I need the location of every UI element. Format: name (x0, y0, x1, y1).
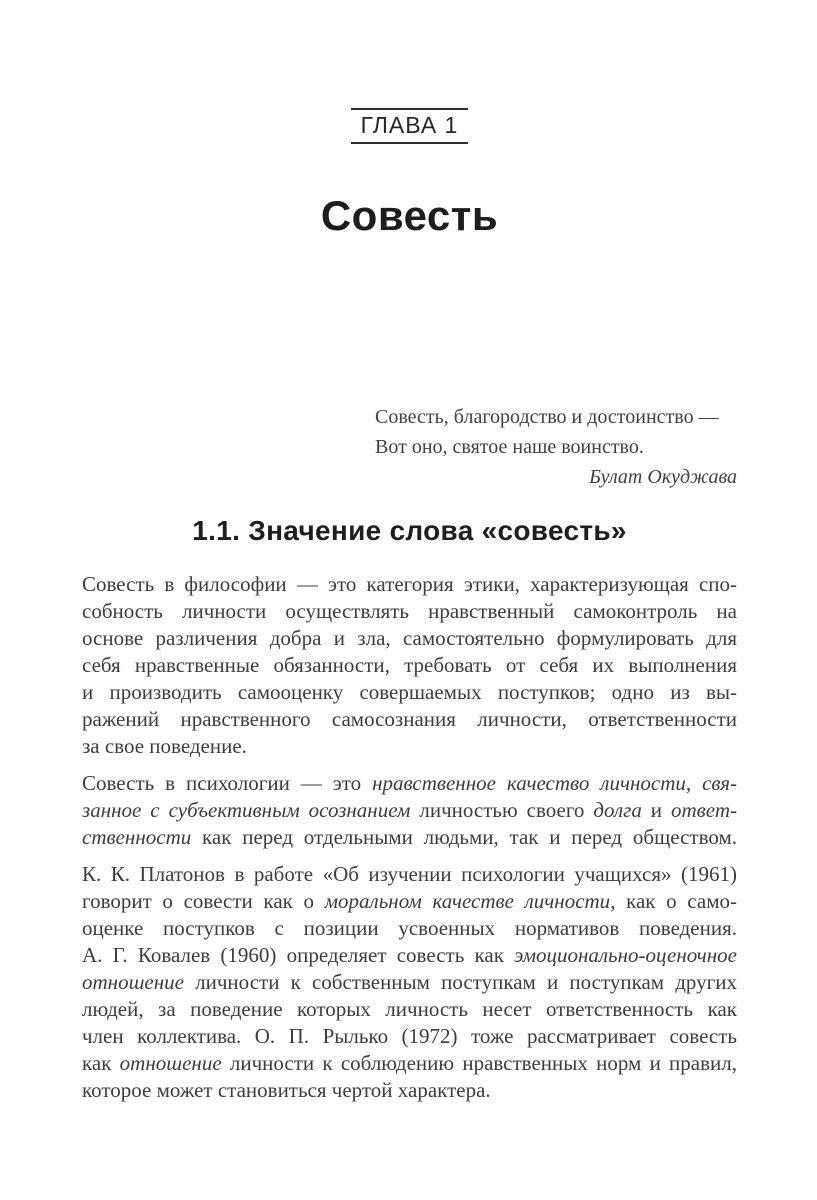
text-line (82, 888, 737, 915)
text-segment: людей, за поведение которых личность несет ответственность как (82, 997, 737, 1021)
text-segment: Совесть в философии — это категория этики, характеризующая спо- (82, 572, 737, 596)
text-line (82, 915, 737, 942)
italic-text-segment: отношение (119, 1051, 222, 1075)
text-segment: ражений нравственного самосознания личности, ответственности (82, 707, 737, 731)
text-line (82, 733, 737, 760)
text-line (82, 706, 737, 733)
text-line (82, 598, 737, 625)
text-segment: как перед отдельными людьми, так и перед обществом. (191, 825, 737, 849)
text-line (82, 770, 737, 797)
text-segment: оценке поступков с позиции усвоенных нормативов поведения. (82, 916, 737, 940)
chapter-band (82, 0, 737, 144)
text-segment: Совесть в психологии — это (82, 771, 373, 795)
italic-text-segment: ственности (82, 825, 192, 849)
chapter-label: ГЛАВА 1 (351, 108, 469, 144)
text-line (82, 861, 737, 888)
text-segment: себя нравственные обязанности, требовать от себя их выполнения (82, 653, 737, 677)
text-line (82, 942, 737, 969)
text-line (82, 625, 737, 652)
italic-text-segment: отношение (82, 970, 184, 994)
text-segment: говорит о совести как о (82, 889, 325, 913)
text-segment: А. Г. Ковалев (1960) определяет совесть как (82, 943, 515, 967)
text-line (82, 824, 737, 851)
text-line (82, 1050, 737, 1077)
italic-text-segment: нравственное качество личности, свя- (372, 771, 737, 795)
italic-text-segment: занное с субъективным осознанием (82, 798, 420, 822)
text-segment: и производить самооценку совершаемых поступков; одно из вы- (82, 680, 737, 704)
paragraph (82, 571, 737, 760)
text-segment: как (82, 1051, 120, 1075)
text-segment: основе различения добра и зла, самостоятельно формулировать для (82, 626, 737, 650)
text-segment: личности к собственным поступкам и поступкам других (184, 970, 737, 994)
text-segment: за свое поведение. (82, 734, 247, 758)
chapter-title: Совесть (320, 192, 499, 239)
epigraph-line-1: Совесть, благородство и достоинство — (375, 406, 719, 428)
text-line (82, 969, 737, 996)
text-segment: которое может становиться чертой характера. (82, 1078, 491, 1102)
text-column (82, 0, 737, 1104)
text-line (82, 652, 737, 679)
epigraph-line-2: Вот оно, святое наше воинство. (375, 436, 644, 458)
body-paragraphs (82, 571, 737, 1104)
text-segment: личности к соблюдению нравственных норм и правил, (221, 1051, 737, 1075)
italic-text-segment: моральном качестве личности (324, 889, 611, 913)
epigraph-attribution: Булат Окуджава (589, 466, 737, 488)
text-line (82, 797, 737, 824)
paragraph (82, 770, 737, 851)
paragraph (82, 861, 737, 1104)
text-segment: и (641, 798, 672, 822)
text-line (82, 1023, 737, 1050)
text-line (82, 679, 737, 706)
italic-text-segment: эмоционально-оценочное (514, 943, 737, 967)
text-segment: собность личности осуществлять нравственный самоконтроль на (82, 599, 737, 623)
text-segment: К. К. Платонов в работе «Об изучении психологии учащихся» (1961) (82, 862, 737, 886)
text-line (82, 571, 737, 598)
text-segment: член коллектива. О. П. Рылько (1972) тоже рассматривает совесть (82, 1024, 737, 1048)
italic-text-segment: долга (593, 798, 642, 822)
text-line (82, 1077, 737, 1104)
text-segment: личностью своего (419, 798, 594, 822)
text-line (82, 996, 737, 1023)
italic-text-segment: ответ- (671, 798, 737, 822)
epigraph (375, 402, 737, 492)
section-heading: 1.1. Значение слова «совесть» (192, 515, 627, 546)
text-segment: , как о само- (610, 889, 737, 913)
